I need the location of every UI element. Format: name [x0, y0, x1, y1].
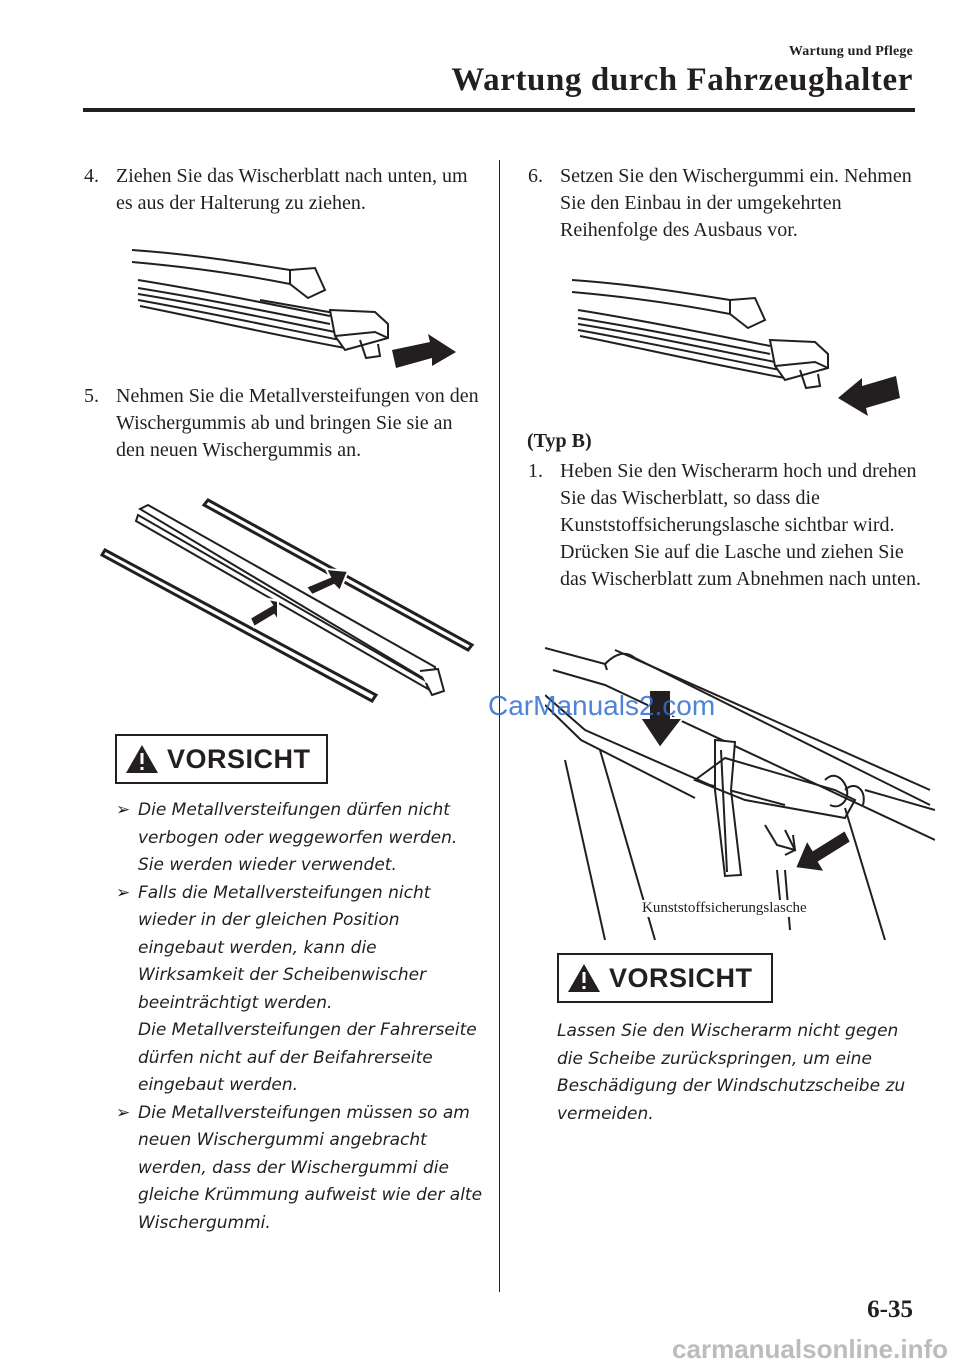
- arrow-icon: [795, 830, 851, 872]
- step-5: [84, 383, 484, 464]
- page-title: Wartung durch Fahrzeughalter: [451, 62, 913, 98]
- warning-triangle-icon: [125, 744, 159, 774]
- wiper-blade-removal-figure: [130, 240, 460, 375]
- step-text-2: Drücken Sie auf die Lasche und ziehen Sie das Wischerblatt zum Abnehmen nach unten.: [560, 541, 921, 590]
- bullet-icon: ➢: [116, 882, 131, 903]
- caution-item: ➢ Die Metallversteifungen dürfen nicht verbogen oder weggeworfen werden. Sie werden wieder verwendet.: [116, 797, 486, 880]
- caution-box: [115, 734, 328, 784]
- footer-site-watermark: carmanualsonline.info: [672, 1334, 948, 1364]
- caution-label: VORSICHT: [609, 962, 753, 993]
- arrow-icon: [392, 334, 456, 368]
- caution-label: VORSICHT: [167, 743, 311, 774]
- bullet-icon: ➢: [116, 1102, 131, 1123]
- caution-text: Lassen Sie den Wischerarm nicht gegen die Scheibe zurückspringen, um eine Beschädigung der Windschutzscheibe zu vermeiden.: [557, 1021, 906, 1124]
- header-rule: [83, 108, 915, 112]
- type-b-heading: (Typ B): [527, 430, 592, 452]
- page-number: 6-35: [867, 1296, 913, 1323]
- arrow-icon: [306, 569, 348, 595]
- figure-label: Kunststoffsicherungslasche: [642, 900, 807, 916]
- arrow-icon: [250, 599, 278, 627]
- warning-triangle-icon: [567, 963, 601, 993]
- step-4: [84, 163, 484, 217]
- step-text: Heben Sie den Wischerarm hoch und drehen Sie das Wischerblatt, so dass die Kunststoffsicherungslasche sichtbar wird.: [560, 460, 917, 536]
- arrow-icon: [838, 376, 900, 416]
- step-text: Nehmen Sie die Metallversteifungen von den Wischergummis ab und bringen Sie sie an den neuen Wischergummis an.: [116, 385, 479, 461]
- caution-list: [116, 797, 486, 1237]
- locking-tab-figure: [545, 640, 935, 940]
- metal-stiffeners-figure: [100, 495, 485, 720]
- step-number: 1.: [528, 460, 543, 482]
- column-divider: [499, 160, 500, 1292]
- section-label: Wartung und Pflege: [788, 44, 913, 59]
- caution-box: [557, 953, 773, 1003]
- step-text: Ziehen Sie das Wischerblatt nach unten, um es aus der Halterung zu ziehen.: [116, 165, 468, 214]
- step-1: [528, 458, 923, 593]
- caution-item: ➢ Die Metallversteifungen müssen so am neuen Wischergummi angebracht werden, dass der Wischergummi die gleiche Krümmung aufweist wie der alte Wischergummi.: [116, 1100, 486, 1238]
- step-number: 4.: [84, 165, 99, 187]
- bullet-icon: ➢: [116, 800, 131, 820]
- step-6: [528, 163, 923, 244]
- step-text: Setzen Sie den Wischergummi ein. Nehmen Sie den Einbau in der umgekehrten Reihenfolge des Ausbaus vor.: [560, 165, 912, 241]
- watermark: CarManuals2.com: [488, 690, 716, 721]
- wiper-rubber-insert-figure: [570, 270, 915, 420]
- caution-item: ➢ Falls die Metallversteifungen nicht wieder in der gleichen Position eingebaut werden, kann die Wirksamkeit der Scheibenwischer beeinträchtigt werden.: [116, 880, 486, 1018]
- caution-item-continued: Die Metallversteifungen der Fahrerseite dürfen nicht auf der Beifahrerseite eingebaut werden.: [138, 1020, 477, 1095]
- step-number: 6.: [528, 165, 543, 187]
- step-number: 5.: [84, 385, 99, 407]
